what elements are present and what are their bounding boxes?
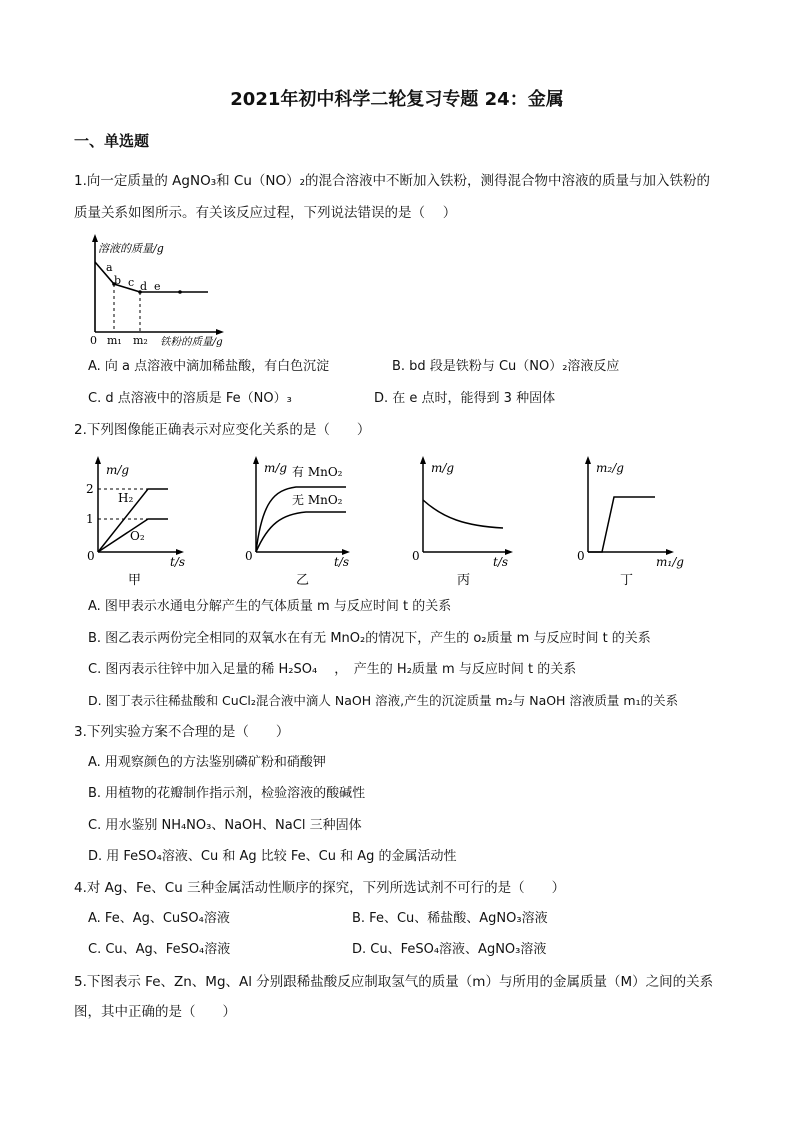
q2-ding-xlabel: m₁/g (656, 555, 684, 569)
q1-tick-m1: m₁ (107, 334, 122, 347)
q5-stem-line1: 5.下图表示 Fe、Zn、Mg、Al 分别跟稀盐酸反应制取氢气的质量（m）与所用的金属质量（M）之间的关系 (74, 974, 714, 990)
q2-graph-yi (240, 452, 360, 592)
q2-jia-o2-label: O₂ (130, 529, 145, 543)
q2-option-a[interactable]: A. 图甲表示水通电分解产生的气体质量 m 与反应时间 t 的关系 (88, 599, 452, 614)
q2-yi-series1: 有 MnO₂ (292, 465, 343, 479)
q1-option-c[interactable]: C. d 点溶液中的溶质是 Fe（NO）₃ (88, 391, 292, 406)
q1-graph-xlabel: 铁粉的质量/g (160, 336, 223, 348)
q1-point-c: c (128, 276, 135, 289)
q1-graph (80, 232, 250, 350)
q1-option-d[interactable]: D. 在 e 点时，能得到 3 种固体 (374, 391, 556, 406)
q2-jia-origin: 0 (87, 549, 95, 563)
q2-bing-origin: 0 (412, 549, 420, 563)
q4-option-b[interactable]: B. Fe、Cu、稀盐酸、AgNO₃溶液 (352, 911, 548, 926)
q1-point-e: e (154, 280, 161, 293)
q2-ding-ylabel: m₂/g (596, 461, 624, 475)
q1-option-b[interactable]: B. bd 段是铁粉与 Cu（NO）₂溶液反应 (392, 359, 620, 374)
q2-graph-ding (570, 452, 690, 592)
q4-option-c[interactable]: C. Cu、Ag、FeSO₄溶液 (88, 942, 231, 957)
q2-option-d[interactable]: D. 图丁表示往稀盐酸和 CuCl₂混合液中滴人 NaOH 溶液,产生的沉淀质量 m₂与 NaOH 溶液质量 m₁的关系 (88, 693, 679, 708)
q1-stem-line2: 质量关系如图所示。有关该反应过程，下列说法错误的是（ ） (74, 205, 457, 221)
q1-graph-origin: 0 (90, 334, 97, 347)
q1-tick-m2: m₂ (133, 334, 148, 347)
q2-graph-jia (78, 452, 193, 592)
q2-jia-ylabel: m/g (106, 463, 130, 477)
q3-stem: 3.下列实验方案不合理的是（ ） (74, 724, 290, 740)
q2-stem: 2.下列图像能正确表示对应变化关系的是（ ） (74, 422, 371, 438)
section-heading: 一、单选题 (74, 132, 150, 150)
q3-option-d[interactable]: D. 用 FeSO₄溶液、Cu 和 Ag 比较 Fe、Cu 和 Ag 的金属活动性 (88, 849, 457, 864)
q3-option-b[interactable]: B. 用植物的花瓣制作指示剂，检验溶液的酸碱性 (88, 786, 366, 801)
q2-jia-xlabel: t/s (170, 555, 186, 569)
q1-stem-line1: 1.向一定质量的 AgNO₃和 Cu（NO）₂的混合溶液中不断加入铁粉，测得混合物中溶液的质量与加入铁粉的 (74, 173, 711, 189)
q4-stem: 4.对 Ag、Fe、Cu 三种金属活动性顺序的探究，下列所选试剂不可行的是（ ） (74, 880, 566, 896)
q1-option-a[interactable]: A. 向 a 点溶液中滴加稀盐酸，有白色沉淀 (88, 359, 330, 374)
q5-stem-line2: 图，其中正确的是（ ） (74, 1004, 236, 1020)
q2-ding-origin: 0 (577, 549, 585, 563)
q2-jia-y2: 2 (86, 482, 94, 496)
q2-option-b[interactable]: B. 图乙表示两份完全相同的双氧水在有无 MnO₂的情况下，产生的 o₂质量 m 与反应时间 t 的关系 (88, 631, 651, 646)
q2-jia-h2-label: H₂ (118, 491, 134, 505)
q2-jia-caption: 甲 (128, 573, 142, 588)
q4-option-d[interactable]: D. Cu、FeSO₄溶液、AgNO₃溶液 (352, 942, 547, 957)
q4-option-a[interactable]: A. Fe、Ag、CuSO₄溶液 (88, 911, 230, 926)
q2-yi-origin: 0 (245, 549, 253, 563)
q1-graph-ylabel: 溶液的质量/g (98, 242, 164, 255)
q2-ding-caption: 丁 (620, 573, 634, 588)
q1-point-a: a (106, 261, 113, 274)
q2-graph-bing (405, 452, 520, 592)
q2-yi-ylabel: m/g (264, 461, 288, 475)
page-title: 2021年初中科学二轮复习专题 24：金属 (230, 89, 564, 110)
q2-bing-xlabel: t/s (493, 555, 509, 569)
q2-option-c[interactable]: C. 图丙表示往锌中加入足量的稀 H₂SO₄ ， 产生的 H₂质量 m 与反应时间 t 的关系 (88, 662, 577, 677)
q2-bing-caption: 丙 (457, 573, 471, 588)
q2-jia-y1: 1 (86, 512, 94, 526)
q2-yi-series2: 无 MnO₂ (292, 493, 343, 507)
q3-option-c[interactable]: C. 用水鉴别 NH₄NO₃、NaOH、NaCl 三种固体 (88, 818, 362, 833)
q3-option-a[interactable]: A. 用观察颜色的方法鉴别磷矿粉和硝酸钾 (88, 755, 326, 770)
q2-yi-xlabel: t/s (334, 555, 350, 569)
q2-bing-ylabel: m/g (431, 461, 455, 475)
q1-point-d: d (140, 280, 148, 293)
q1-point-b: b (114, 274, 122, 287)
q2-yi-caption: 乙 (296, 573, 310, 588)
